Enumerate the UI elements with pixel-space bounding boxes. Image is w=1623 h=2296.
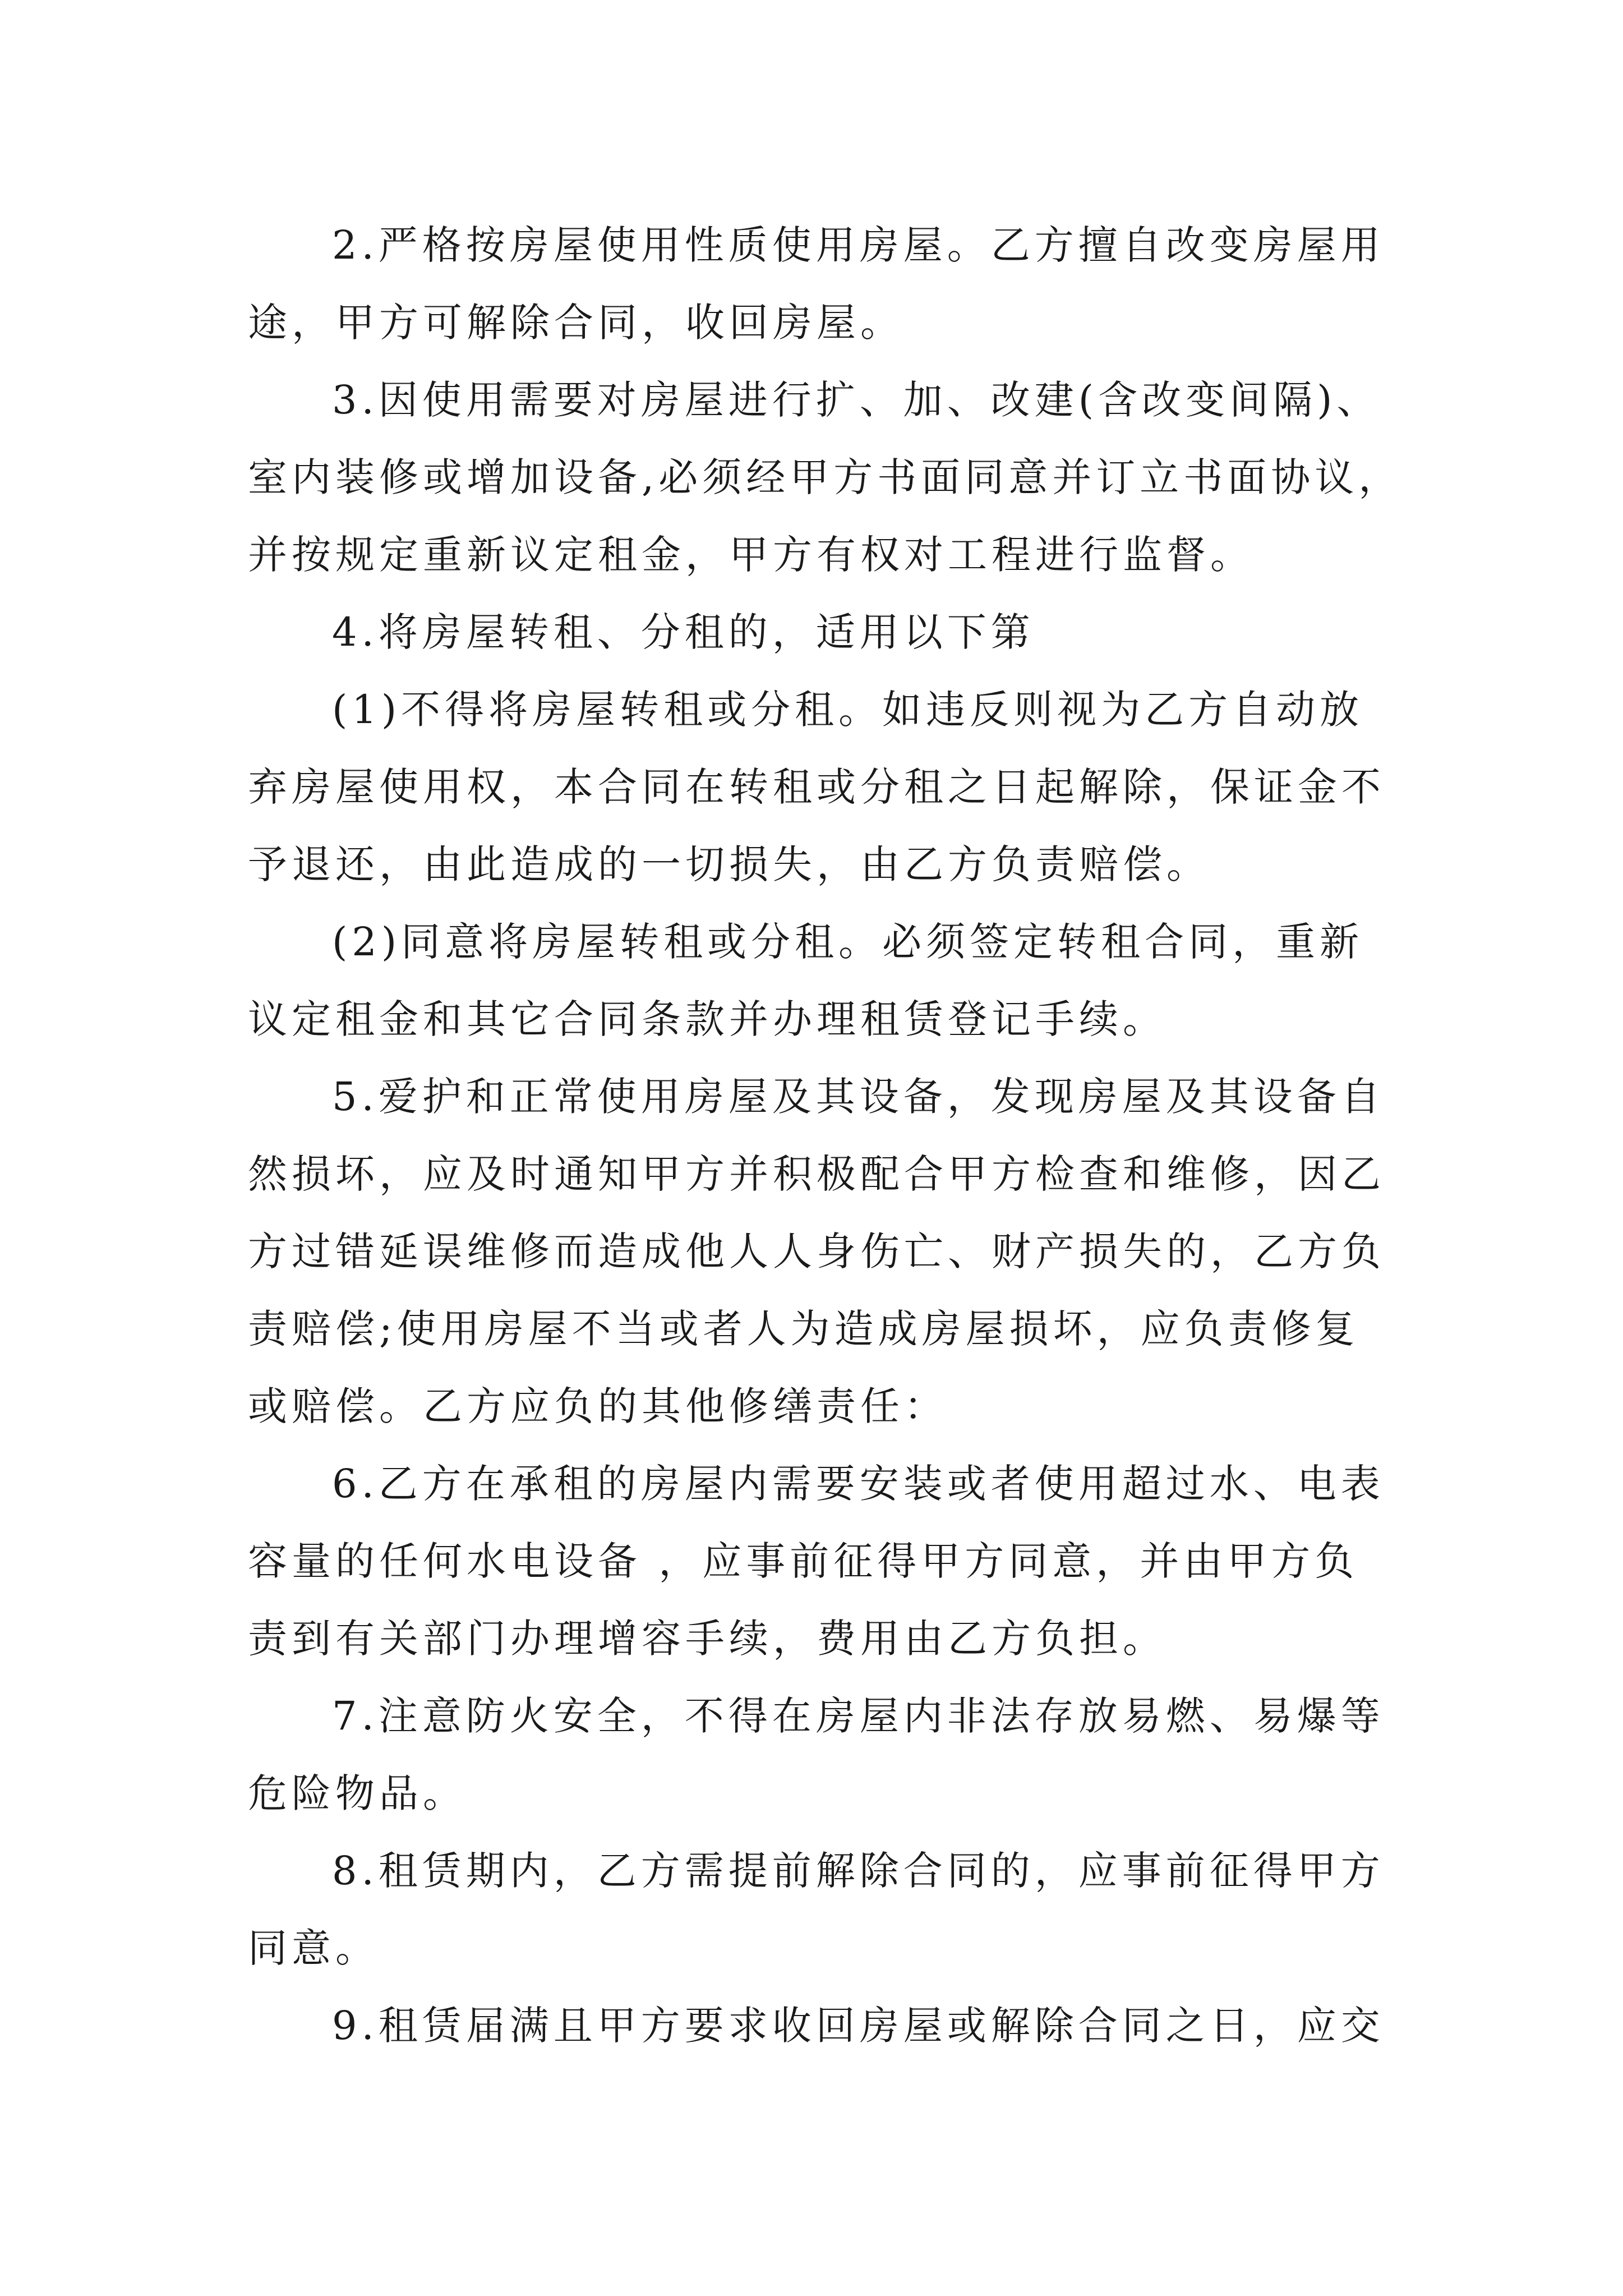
text-line: 6.乙方在承租的房屋内需要安装或者使用超过水、电表 [332, 1461, 1385, 1507]
text-line: 责到有关部门办理增容手续，费用由乙方负担。 [248, 1616, 1166, 1662]
text-line: 3.因使用需要对房屋进行扩、加、改建(含改变间隔)、 [332, 377, 1381, 423]
text-line: 弃房屋使用权，本合同在转租或分租之日起解除，保证金不 [248, 764, 1385, 810]
text-line: 予退还，由此造成的一切损失，由乙方负责赔偿。 [248, 841, 1210, 887]
text-line: 5.爱护和正常使用房屋及其设备，发现房屋及其设备自 [332, 1074, 1385, 1120]
text-line: 4.将房屋转租、分租的，适用以下第 [332, 609, 1035, 655]
text-line: 容量的任何水电设备 ，应事前征得甲方同意，并由甲方负 [248, 1538, 1359, 1584]
text-line: 方过错延误维修而造成他人人身伤亡、财产损失的，乙方负 [248, 1228, 1385, 1274]
text-line: 7.注意防火安全，不得在房屋内非法存放易燃、易爆等 [332, 1693, 1385, 1739]
text-line: 2.严格按房屋使用性质使用房屋。乙方擅自改变房屋用 [332, 222, 1385, 268]
text-line: (1)不得将房屋转租或分租。如违反则视为乙方自动放 [332, 687, 1364, 733]
text-line: 8.租赁期内，乙方需提前解除合同的，应事前征得甲方 [332, 1848, 1385, 1894]
text-line: 途，甲方可解除合同，收回房屋。 [248, 300, 904, 346]
text-line: 或赔偿。乙方应负的其他修缮责任： [248, 1383, 948, 1429]
text-line: 责赔偿;使用房屋不当或者人为造成房屋损坏，应负责修复 [248, 1306, 1359, 1352]
body-text [248, 206, 1403, 2064]
text-line: 并按规定重新议定租金，甲方有权对工程进行监督。 [248, 532, 1254, 578]
text-line: 危险物品。 [248, 1770, 467, 1816]
text-line: 同意。 [248, 1925, 379, 1971]
text-line: (2)同意将房屋转租或分租。必须签定转租合同，重新 [332, 919, 1364, 965]
text-line: 议定租金和其它合同条款并办理租赁登记手续。 [248, 996, 1166, 1042]
text-line: 9.租赁届满且甲方要求收回房屋或解除合同之日，应交 [332, 2003, 1385, 2049]
text-line: 室内装修或增加设备,必须经甲方书面同意并订立书面协议， [248, 454, 1403, 500]
text-line: 然损坏，应及时通知甲方并积极配合甲方检查和维修，因乙 [248, 1151, 1385, 1197]
